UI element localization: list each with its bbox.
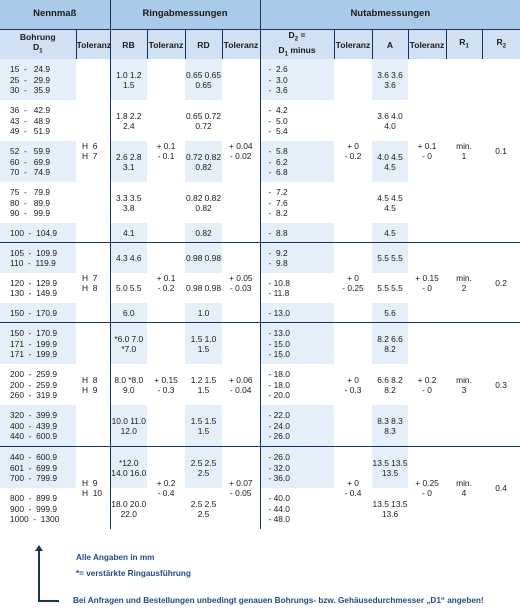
rd-value: 0.98 0.98 (185, 243, 222, 274)
a-value: 13.5 13.5 13.5 (372, 447, 408, 489)
bore-tolerance: H 8 H 9 (76, 323, 110, 447)
rb-tolerance: + 0.2 - 0.4 (147, 447, 185, 530)
bore-range: 36 - 42.9 43 - 48.9 49 - 51.9 (10, 105, 51, 137)
bore-range: 320 - 399.9 400 - 439.9 440 - 600.9 (0, 405, 76, 447)
d2-tolerance: + 0 - 0.25 (334, 243, 372, 323)
bore-range: 150 - 170.9 (0, 303, 76, 323)
a-value: 4.5 (372, 223, 408, 243)
d2-value: - 22.0 - 24.0 - 26.0 (260, 405, 334, 447)
col-rd-toleranz: Toleranz (222, 30, 260, 60)
r2-value: 0.4 (482, 447, 520, 530)
col-bohrung-d1: $D_1$ (32, 42, 43, 56)
arrow-horizontal-line (38, 600, 59, 602)
col-bohrung: Bohrung $D_1$ (0, 30, 76, 60)
bore-range: 105 - 109.9 110 - 119.9 (0, 243, 76, 274)
rd-value: 1.2 1.5 1.5 (190, 374, 217, 395)
rb-value: 3.3 3.5 3.8 (110, 182, 147, 223)
d2-tolerance: + 0 - 0.2 (334, 59, 372, 243)
rb-value: *6.0 7.0 *7.0 (110, 323, 147, 365)
r2-value: 0.1 (482, 59, 520, 243)
rd-tolerance: + 0.06 - 0.04 (222, 323, 260, 447)
d2-value: - 26.0 - 32.0 - 36.0 (260, 447, 334, 489)
a-value: 13.5 13.5 13.6 (372, 498, 408, 519)
r1-value: min. 2 (446, 243, 482, 323)
a-value: 8.3 8.3 8.3 (372, 405, 408, 447)
rd-value: 0.72 0.82 0.82 (185, 141, 222, 182)
rd-value: 0.65 0.65 0.65 (185, 59, 222, 100)
rd-value: 2.5 2.5 2.5 (190, 498, 217, 519)
col-rd: RD (185, 30, 222, 60)
rb-value: *12.0 14.0 16.0 (110, 447, 147, 489)
a-tolerance: + 0.2 - 0 (408, 323, 446, 447)
header-nennmass: Nennmaß (0, 0, 110, 30)
rd-tolerance: + 0.05 - 0.03 (222, 243, 260, 323)
d2-value: - 4.2 - 5.0 - 5.4 (260, 100, 334, 141)
r2-value: 0.3 (482, 323, 520, 447)
a-value: 6.6 8.2 8.2 (377, 374, 403, 395)
bore-range: 440 - 600.9 601 - 699.9 700 - 799.9 (0, 447, 76, 489)
d2-value: - 2.6 - 3.0 - 3.6 (260, 59, 334, 100)
rb-tolerance: + 0.1 - 0.1 (147, 59, 185, 243)
r2-value: 0.2 (482, 243, 520, 323)
col-a: A (372, 30, 408, 60)
d2-value: - 13.0 (260, 303, 334, 323)
a-tolerance: + 0.25 - 0 (408, 447, 446, 530)
col-d2-toleranz: Toleranz (334, 30, 372, 60)
col-r2: $R_2$ (482, 30, 520, 60)
d2-value: - 7.2 - 7.6 - 8.2 (260, 182, 334, 223)
rb-tolerance: + 0.1 - 0.2 (147, 243, 185, 323)
a-value: 4.5 4.5 4.5 (377, 192, 403, 213)
rb-value: 4.3 4.6 (110, 243, 147, 274)
a-value: 4.0 4.5 4.5 (372, 141, 408, 182)
table-row (0, 59, 520, 100)
rb-value: 1.0 1.2 1.5 (110, 59, 147, 100)
bore-range: 100 - 104.9 (0, 223, 76, 243)
arrow-line (38, 547, 40, 601)
bore-tolerance: H 6 H 7 (76, 59, 110, 243)
rd-value: 0.82 (185, 223, 222, 243)
d2-value: - 10.8 - 11.8 (260, 273, 334, 303)
rb-tolerance: + 0.15 - 0.3 (147, 323, 185, 447)
rd-value: 0.98 0.98 (186, 283, 221, 294)
rd-value: 1.5 1.5 1.5 (185, 405, 222, 447)
rd-value: 2.5 2.5 2.5 (185, 447, 222, 489)
col-a-toleranz: Toleranz (408, 30, 446, 60)
table-row (0, 447, 520, 489)
col-d2: $D_2$ = $D_1$ minus (260, 30, 334, 60)
rb-value: 5.0 5.5 (110, 273, 147, 303)
footnote-reinforced: *= verstärkte Ringausführung (76, 569, 191, 578)
bore-tolerance: H 9 H 10 (76, 447, 110, 530)
table-row (0, 243, 520, 274)
r1-value: min. 4 (446, 447, 482, 530)
a-value: 3.6 4.0 4.0 (377, 110, 403, 131)
d2-value: - 5.8 - 6.2 - 6.8 (260, 141, 334, 182)
rd-value: 1.5 1.0 1.5 (185, 323, 222, 365)
a-value: 5.6 (372, 303, 408, 323)
header-nutabmessungen: Nutabmessungen (260, 0, 520, 30)
rd-tolerance: + 0.04 - 0.02 (222, 59, 260, 243)
rd-value: 0.65 0.72 0.72 (186, 110, 221, 131)
col-rb: RB (110, 30, 147, 60)
rd-value: 0.82 0.82 0.82 (186, 192, 221, 213)
rb-value: 10.0 11.0 12.0 (110, 405, 147, 447)
bore-range: 150 - 170.9 171 - 199.9 171 - 199.9 (0, 323, 76, 365)
d2-value: - 13.0 - 15.0 - 15.0 (260, 323, 334, 365)
d2-value: - 40.0 - 44.0 - 48.0 (260, 488, 334, 529)
a-tolerance: + 0.1 - 0 (408, 59, 446, 243)
header-ringabmessungen: Ringabmessungen (110, 0, 260, 30)
rd-value: 1.0 (185, 303, 222, 323)
d2-tolerance: + 0 - 0.4 (334, 447, 372, 530)
rb-value: 6.0 (110, 303, 147, 323)
rb-value: 1.8 2.2 2.4 (110, 100, 147, 141)
a-value: 3.6 3.6 3.6 (372, 59, 408, 100)
table-row (0, 323, 520, 365)
bore-range: 52 - 59.9 60 - 69.9 70 - 74.9 (0, 141, 76, 182)
footnote-units: Alle Angaben in mm (76, 553, 155, 562)
d2-value: - 8.8 (260, 223, 334, 243)
bore-range: 800 - 899.9 900 - 999.9 1000 - 1300 (10, 493, 60, 525)
d2-value: - 9.2 - 9.8 (260, 243, 334, 274)
rb-value: 8.0 *8.0 9.0 (110, 364, 147, 405)
a-value: 8.2 6.6 8.2 (372, 323, 408, 365)
a-tolerance: + 0.15 - 0 (408, 243, 446, 323)
bore-tolerance: H 7 H 8 (76, 243, 110, 323)
bore-range: 120 - 129.9 130 - 149.9 (10, 278, 58, 299)
rb-value: 2.6 2.8 3.1 (110, 141, 147, 182)
r1-value: min. 1 (446, 59, 482, 243)
d2-tolerance: + 0 - 0.3 (334, 323, 372, 447)
rd-tolerance: + 0.07 - 0.05 (222, 447, 260, 530)
d2-value: - 18.0 - 18.0 - 20.0 (260, 364, 334, 405)
rb-value: 18.0 20.0 22.0 (110, 488, 147, 529)
r1-value: min. 3 (446, 323, 482, 447)
a-value: 5.5 5.5 (372, 243, 408, 274)
a-value: 5.5 5.5 (377, 283, 403, 294)
col-r1: $R_1$ (446, 30, 482, 60)
col-rb-toleranz: Toleranz (147, 30, 185, 60)
bore-range: 15 - 24.9 25 - 29.9 30 - 35.9 (0, 59, 76, 100)
footnote-order-note: Bei Anfragen und Bestellungen unbedingt genauen Bohrungs- bzw. Gehäusedurchmesser „D1“ angeben! (73, 596, 484, 605)
bore-range: 200 - 259.9 200 - 259.9 260 - 319.9 (10, 369, 58, 401)
col-toleranz-bore: Toleranz (76, 30, 110, 60)
rb-value: 4.1 (110, 223, 147, 243)
bore-range: 75 - 79.9 80 - 89.9 90 - 99.9 (10, 187, 51, 219)
